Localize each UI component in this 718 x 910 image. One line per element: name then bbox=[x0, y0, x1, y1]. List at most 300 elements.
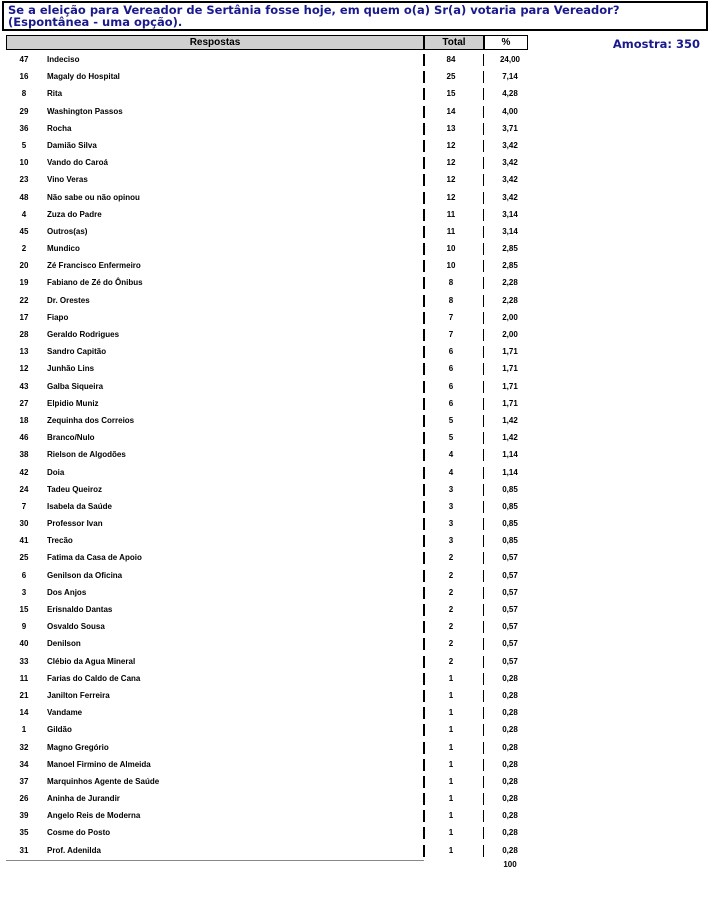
row-total: 5 bbox=[448, 415, 454, 425]
row-name: Professor Ivan bbox=[47, 519, 103, 529]
row-name: Doia bbox=[47, 467, 65, 477]
row-total: 3 bbox=[448, 536, 454, 546]
row-name: Isabela da Saúde bbox=[47, 501, 112, 511]
column-divider bbox=[423, 88, 425, 100]
row-code: 9 bbox=[21, 622, 27, 632]
row-percent: 0,28 bbox=[502, 690, 518, 700]
column-divider bbox=[483, 260, 484, 272]
column-divider bbox=[483, 346, 484, 358]
row-total: 1 bbox=[448, 811, 454, 821]
row-name: Zequinha dos Correios bbox=[47, 415, 135, 425]
row-name: Magaly do Hospital bbox=[47, 72, 120, 82]
row-percent: 0,28 bbox=[502, 708, 518, 718]
column-divider bbox=[423, 535, 425, 547]
row-percent: 0,28 bbox=[502, 759, 518, 769]
row-percent: 3,42 bbox=[502, 140, 518, 150]
column-divider bbox=[423, 810, 425, 822]
column-divider bbox=[423, 638, 425, 650]
table-row bbox=[0, 653, 718, 670]
row-code: 7 bbox=[21, 501, 27, 511]
column-divider bbox=[423, 827, 425, 839]
row-percent: 24,00 bbox=[499, 55, 521, 64]
row-percent: 0,28 bbox=[502, 725, 518, 735]
row-total: 1 bbox=[448, 690, 454, 700]
column-divider bbox=[423, 845, 425, 857]
row-code: 30 bbox=[19, 519, 29, 529]
row-code: 2 bbox=[21, 244, 27, 254]
row-percent: 1,42 bbox=[502, 415, 518, 425]
row-total: 11 bbox=[446, 226, 456, 236]
sample-size: Amostra: 350 bbox=[612, 37, 700, 51]
column-divider bbox=[483, 415, 484, 427]
row-total: 2 bbox=[448, 656, 454, 666]
row-percent: 0,85 bbox=[502, 519, 518, 529]
row-total: 4 bbox=[448, 467, 454, 477]
table-row bbox=[0, 704, 718, 721]
row-code: 43 bbox=[19, 381, 29, 391]
column-divider bbox=[483, 621, 484, 633]
results-table bbox=[0, 51, 718, 859]
column-divider bbox=[483, 518, 484, 530]
column-divider bbox=[423, 707, 425, 719]
table-row bbox=[0, 120, 718, 137]
table-row bbox=[0, 292, 718, 309]
row-code: 11 bbox=[19, 673, 29, 683]
table-row bbox=[0, 85, 718, 102]
row-name: Washington Passos bbox=[47, 106, 123, 116]
row-total: 6 bbox=[448, 398, 454, 408]
row-name: Vino Veras bbox=[47, 175, 88, 185]
column-divider bbox=[483, 810, 484, 822]
row-code: 25 bbox=[19, 553, 29, 563]
row-code: 14 bbox=[19, 708, 29, 718]
row-code: 17 bbox=[19, 312, 29, 322]
table-row bbox=[0, 773, 718, 790]
row-code: 47 bbox=[19, 55, 29, 64]
column-divider bbox=[423, 690, 425, 702]
column-divider bbox=[483, 638, 484, 650]
table-row bbox=[0, 274, 718, 291]
table-row bbox=[0, 790, 718, 807]
column-divider bbox=[483, 432, 484, 444]
row-code: 21 bbox=[19, 690, 29, 700]
row-total: 3 bbox=[448, 501, 454, 511]
row-total: 12 bbox=[446, 175, 456, 185]
row-code: 41 bbox=[19, 536, 29, 546]
row-name: Angelo Reis de Moderna bbox=[47, 811, 141, 821]
table-row bbox=[0, 412, 718, 429]
row-total: 10 bbox=[446, 261, 456, 271]
row-total: 15 bbox=[446, 89, 456, 99]
row-name: Dos Anjos bbox=[47, 587, 87, 597]
column-divider bbox=[423, 140, 425, 152]
column-divider bbox=[423, 106, 425, 118]
row-total: 7 bbox=[448, 312, 454, 322]
column-divider bbox=[483, 140, 484, 152]
row-percent: 0,57 bbox=[502, 605, 518, 614]
table-row bbox=[0, 171, 718, 188]
row-total: 3 bbox=[448, 519, 454, 529]
column-divider bbox=[483, 501, 484, 513]
row-code: 33 bbox=[19, 656, 29, 666]
row-name: Genilson da Oficina bbox=[47, 570, 123, 580]
row-name: Zé Francisco Enfermeiro bbox=[47, 261, 141, 271]
row-total: 1 bbox=[448, 845, 454, 855]
column-divider bbox=[423, 346, 425, 358]
row-name: Elpidio Muniz bbox=[47, 398, 99, 408]
row-percent: 1,14 bbox=[502, 450, 518, 460]
row-percent: 0,57 bbox=[502, 622, 518, 632]
row-code: 46 bbox=[19, 433, 29, 443]
row-code: 39 bbox=[19, 811, 29, 821]
column-divider bbox=[483, 398, 484, 410]
row-name: Dr. Orestes bbox=[47, 295, 90, 305]
column-divider bbox=[423, 329, 425, 341]
table-bottom-divider bbox=[6, 860, 424, 861]
table-row bbox=[0, 360, 718, 377]
column-divider bbox=[483, 312, 484, 324]
column-divider bbox=[423, 724, 425, 736]
column-divider bbox=[423, 398, 425, 410]
column-divider bbox=[483, 88, 484, 100]
column-divider bbox=[483, 381, 484, 393]
table-row bbox=[0, 618, 718, 635]
row-code: 48 bbox=[19, 192, 29, 202]
column-divider bbox=[423, 621, 425, 633]
row-code: 24 bbox=[19, 484, 29, 494]
row-total: 12 bbox=[446, 192, 456, 202]
table-row bbox=[0, 721, 718, 738]
row-code: 3 bbox=[21, 587, 27, 597]
column-divider bbox=[483, 552, 484, 564]
row-name: Osvaldo Sousa bbox=[47, 622, 105, 632]
row-name: Vandame bbox=[47, 708, 83, 718]
row-code: 4 bbox=[21, 209, 27, 219]
table-row bbox=[0, 343, 718, 360]
table-row bbox=[0, 515, 718, 532]
row-total: 12 bbox=[446, 140, 456, 150]
column-divider bbox=[483, 604, 484, 616]
table-row bbox=[0, 824, 718, 841]
row-percent: 0,57 bbox=[502, 639, 518, 649]
column-divider bbox=[423, 484, 425, 496]
column-divider bbox=[483, 192, 484, 204]
row-name: Zuza do Padre bbox=[47, 209, 102, 219]
row-name: Branco/Nulo bbox=[47, 433, 95, 443]
row-code: 23 bbox=[19, 175, 29, 185]
column-divider bbox=[423, 656, 425, 668]
column-divider bbox=[483, 724, 484, 736]
column-divider bbox=[423, 793, 425, 805]
column-divider bbox=[483, 295, 484, 307]
table-row bbox=[0, 756, 718, 773]
row-code: 15 bbox=[19, 605, 29, 614]
column-divider bbox=[423, 570, 425, 582]
column-divider bbox=[483, 570, 484, 582]
column-divider bbox=[483, 157, 484, 169]
column-divider bbox=[423, 501, 425, 513]
column-divider bbox=[423, 518, 425, 530]
column-divider bbox=[483, 123, 484, 135]
row-code: 16 bbox=[19, 72, 29, 82]
column-divider bbox=[483, 71, 484, 83]
column-divider bbox=[423, 449, 425, 461]
row-name: Gildão bbox=[47, 725, 72, 735]
table-row bbox=[0, 223, 718, 240]
row-name: Denilson bbox=[47, 639, 81, 649]
row-total: 5 bbox=[448, 433, 454, 443]
row-name: Rielson de Algodões bbox=[47, 450, 126, 460]
row-percent: 7,14 bbox=[502, 72, 518, 82]
column-divider bbox=[483, 845, 484, 857]
row-percent: 1,71 bbox=[502, 347, 518, 357]
table-row bbox=[0, 326, 718, 343]
row-percent: 0,85 bbox=[502, 501, 518, 511]
column-divider bbox=[483, 174, 484, 186]
row-total: 14 bbox=[446, 106, 456, 116]
column-divider bbox=[483, 329, 484, 341]
row-percent: 0,57 bbox=[502, 587, 518, 597]
column-divider bbox=[483, 467, 484, 479]
row-code: 18 bbox=[19, 415, 29, 425]
row-code: 19 bbox=[19, 278, 29, 288]
column-divider bbox=[423, 123, 425, 135]
column-divider bbox=[483, 209, 484, 221]
table-row bbox=[0, 395, 718, 412]
column-divider bbox=[423, 415, 425, 427]
row-code: 35 bbox=[19, 828, 29, 838]
table-row bbox=[0, 378, 718, 395]
row-total: 25 bbox=[446, 72, 456, 82]
row-name: Damião Silva bbox=[47, 140, 97, 150]
row-total: 1 bbox=[448, 708, 454, 718]
row-percent: 0,28 bbox=[502, 811, 518, 821]
row-percent: 3,42 bbox=[502, 158, 518, 168]
row-percent: 3,42 bbox=[502, 175, 518, 185]
row-total: 10 bbox=[446, 244, 456, 254]
row-name: Manoel Firmino de Almeida bbox=[47, 759, 151, 769]
row-code: 31 bbox=[19, 845, 29, 855]
column-divider bbox=[483, 363, 484, 375]
table-row bbox=[0, 481, 718, 498]
row-total: 1 bbox=[448, 742, 454, 752]
column-divider bbox=[423, 759, 425, 771]
row-name: Aninha de Jurandir bbox=[47, 794, 120, 804]
column-divider bbox=[423, 277, 425, 289]
row-total: 2 bbox=[448, 570, 454, 580]
row-total: 13 bbox=[446, 123, 456, 133]
column-divider bbox=[483, 827, 484, 839]
column-divider bbox=[423, 226, 425, 238]
row-total: 84 bbox=[446, 55, 456, 64]
row-total: 8 bbox=[448, 278, 454, 288]
column-divider bbox=[483, 759, 484, 771]
row-code: 10 bbox=[19, 158, 29, 168]
row-code: 13 bbox=[19, 347, 29, 357]
row-total: 2 bbox=[448, 553, 454, 563]
row-name: Indeciso bbox=[47, 55, 80, 64]
row-total: 2 bbox=[448, 639, 454, 649]
row-total: 2 bbox=[448, 622, 454, 632]
row-percent: 2,28 bbox=[502, 278, 518, 288]
column-divider bbox=[423, 467, 425, 479]
row-total: 6 bbox=[448, 347, 454, 357]
column-divider bbox=[423, 71, 425, 83]
row-percent: 0,28 bbox=[502, 776, 518, 786]
row-name: Tadeu Queiroz bbox=[47, 484, 102, 494]
row-percent: 0,57 bbox=[502, 656, 518, 666]
header-respostas: Respostas bbox=[6, 35, 424, 50]
column-divider bbox=[423, 295, 425, 307]
row-total: 1 bbox=[448, 759, 454, 769]
row-code: 26 bbox=[19, 794, 29, 804]
column-divider bbox=[483, 587, 484, 599]
column-divider bbox=[423, 776, 425, 788]
column-divider bbox=[423, 552, 425, 564]
percent-sum: 100 bbox=[503, 860, 517, 869]
row-total: 1 bbox=[448, 828, 454, 838]
table-row bbox=[0, 429, 718, 446]
row-total: 12 bbox=[446, 158, 456, 168]
table-row bbox=[0, 532, 718, 549]
row-code: 29 bbox=[19, 106, 29, 116]
row-name: Sandro Capitão bbox=[47, 347, 107, 357]
column-divider bbox=[423, 363, 425, 375]
row-name: Junhão Lins bbox=[47, 364, 95, 374]
row-percent: 2,28 bbox=[502, 295, 518, 305]
row-name: Fatima da Casa de Apoio bbox=[47, 553, 142, 563]
column-divider bbox=[483, 277, 484, 289]
table-row bbox=[0, 464, 718, 481]
row-percent: 1,14 bbox=[502, 467, 518, 477]
row-percent: 0,57 bbox=[502, 570, 518, 580]
column-divider bbox=[483, 656, 484, 668]
table-row bbox=[0, 68, 718, 85]
column-divider bbox=[483, 484, 484, 496]
row-total: 6 bbox=[448, 364, 454, 374]
column-divider bbox=[483, 535, 484, 547]
column-divider bbox=[483, 54, 484, 66]
row-name: Mundico bbox=[47, 244, 80, 254]
table-row bbox=[0, 807, 718, 824]
row-code: 1 bbox=[21, 725, 27, 735]
row-name: Cosme do Posto bbox=[47, 828, 111, 838]
row-name: Farias do Caldo de Cana bbox=[47, 673, 141, 683]
table-row bbox=[0, 446, 718, 463]
row-total: 3 bbox=[448, 484, 454, 494]
row-percent: 0,85 bbox=[502, 484, 518, 494]
row-code: 12 bbox=[19, 364, 29, 374]
row-percent: 0,28 bbox=[502, 742, 518, 752]
row-code: 37 bbox=[19, 776, 29, 786]
row-code: 20 bbox=[19, 261, 29, 271]
table-row bbox=[0, 635, 718, 652]
header-percent: % bbox=[484, 35, 528, 50]
row-name: Fabiano de Zé do Ônibus bbox=[47, 278, 143, 288]
column-divider bbox=[483, 449, 484, 461]
row-percent: 0,28 bbox=[502, 828, 518, 838]
row-name: Fiapo bbox=[47, 312, 69, 322]
row-total: 4 bbox=[448, 450, 454, 460]
column-divider bbox=[483, 793, 484, 805]
row-name: Rita bbox=[47, 89, 63, 99]
row-percent: 3,71 bbox=[502, 123, 518, 133]
row-name: Outros(as) bbox=[47, 226, 88, 236]
row-percent: 0,85 bbox=[502, 536, 518, 546]
row-total: 1 bbox=[448, 794, 454, 804]
row-code: 27 bbox=[19, 398, 29, 408]
row-code: 34 bbox=[19, 759, 29, 769]
row-percent: 2,85 bbox=[502, 244, 518, 254]
row-name: Magno Gregório bbox=[47, 742, 109, 752]
row-percent: 0,28 bbox=[502, 845, 518, 855]
header-total: Total bbox=[424, 35, 484, 50]
table-row bbox=[0, 257, 718, 274]
row-code: 45 bbox=[19, 226, 29, 236]
row-percent: 4,28 bbox=[502, 89, 518, 99]
column-divider bbox=[423, 243, 425, 255]
table-row bbox=[0, 842, 718, 859]
row-percent: 3,42 bbox=[502, 192, 518, 202]
row-name: Galba Siqueira bbox=[47, 381, 104, 391]
row-code: 28 bbox=[19, 330, 29, 339]
column-divider bbox=[483, 673, 484, 685]
row-percent: 2,85 bbox=[502, 261, 518, 271]
row-name: Clébio da Agua Mineral bbox=[47, 656, 136, 666]
table-row bbox=[0, 154, 718, 171]
table-row bbox=[0, 206, 718, 223]
column-divider bbox=[423, 587, 425, 599]
row-total: 7 bbox=[448, 330, 454, 339]
table-row bbox=[0, 739, 718, 756]
column-divider bbox=[423, 381, 425, 393]
column-divider bbox=[483, 690, 484, 702]
column-divider bbox=[423, 673, 425, 685]
row-percent: 3,14 bbox=[502, 226, 518, 236]
row-percent: 3,14 bbox=[502, 209, 518, 219]
row-total: 1 bbox=[448, 776, 454, 786]
row-name: Vando do Caroá bbox=[47, 158, 108, 168]
row-code: 38 bbox=[19, 450, 29, 460]
column-divider bbox=[423, 157, 425, 169]
column-divider bbox=[423, 604, 425, 616]
column-divider bbox=[483, 226, 484, 238]
column-divider bbox=[423, 742, 425, 754]
row-name: Geraldo Rodrigues bbox=[47, 330, 120, 339]
row-code: 22 bbox=[19, 295, 29, 305]
row-total: 1 bbox=[448, 673, 454, 683]
column-divider bbox=[423, 54, 425, 66]
row-code: 8 bbox=[21, 89, 27, 99]
row-total: 6 bbox=[448, 381, 454, 391]
column-divider bbox=[423, 192, 425, 204]
column-divider bbox=[483, 707, 484, 719]
column-divider bbox=[483, 776, 484, 788]
row-total: 11 bbox=[446, 209, 456, 219]
column-divider bbox=[483, 742, 484, 754]
row-total: 2 bbox=[448, 587, 454, 597]
row-name: Marquinhos Agente de Saúde bbox=[47, 776, 160, 786]
question-title-box bbox=[2, 1, 708, 31]
table-row bbox=[0, 309, 718, 326]
column-divider bbox=[483, 243, 484, 255]
row-percent: 0,28 bbox=[502, 794, 518, 804]
row-name: Janilton Ferreira bbox=[47, 690, 110, 700]
table-row bbox=[0, 549, 718, 566]
column-divider bbox=[423, 174, 425, 186]
table-row bbox=[0, 103, 718, 120]
table-row bbox=[0, 189, 718, 206]
